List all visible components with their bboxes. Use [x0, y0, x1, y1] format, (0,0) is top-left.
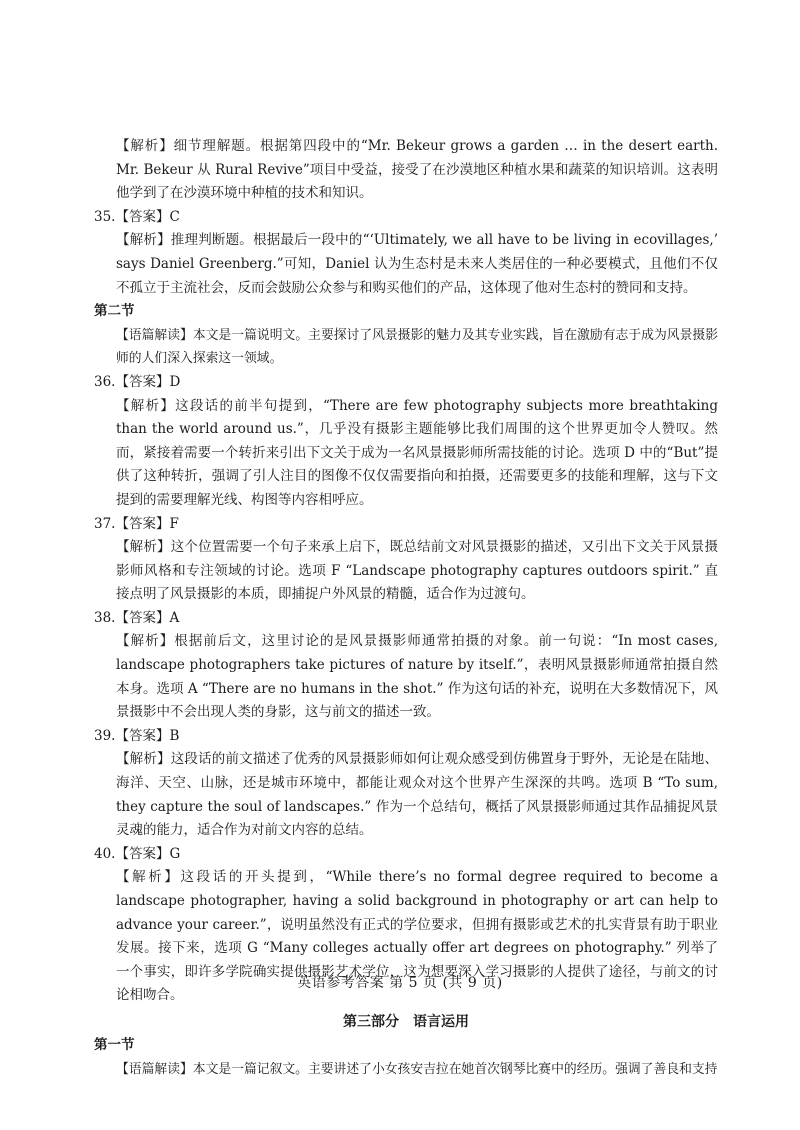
- analysis-38: 【解析】根据前后文，这里讨论的是风景摄影师通常拍摄的对象。前一句说：“In most cases, landscape photographers take pictures of nature by itself.”，表明风景摄影师通常拍摄自然本身。选项 A “There are no humans in the shot.” 作为这句话的补充，说明在大多数情况下，风景摄影中不会出现人类的身影，这与前文的描述一致。: [116, 633, 718, 721]
- section-1-heading: 第一节: [94, 1036, 135, 1053]
- analysis-34: 【解析】细节理解题。根据第四段中的“Mr. Bekeur grows a garden … in the desert earth. Mr. Bekeur 从 Rural Revive”项目中受益，接受了在沙漠地区种植水果和蔬菜的知识培训。这表明他学到了在沙漠环境中种植的技术和知识。: [116, 138, 718, 202]
- answer-key-content: [94, 135, 718, 1081]
- analysis-40: 【解析】这段话的开头提到，“While there’s no formal degree required to become a landscape photographer, having a solid background in photography or art can help to advance your career.”，说明虽然没有正式的学位要求，但拥有摄影或艺术的扎实背景有助于职业发展。接下来，选项 G “Many colleges actually offer art degrees on photography.” 列举了一个事实，即许多学院确实提供摄影艺术学位，这为想要深入学习摄影的人提供了途径，与前文的讨论相吻合。: [116, 869, 718, 1004]
- answer-35: 35.【答案】C: [94, 208, 180, 225]
- analysis-37: 【解析】这个位置需要一个句子来承上启下，既总结前文对风景摄影的描述，又引出下文关于风景摄影师风格和专注领域的讨论。选项 F “Landscape photography captures outdoors spirit.” 直接点明了风景摄影的本质，即捕捉户外风景的精髓，适合作为过渡句。: [116, 539, 718, 603]
- reading-interpretation-2: 【语篇解读】本文是一篇说明文。主要探讨了风景摄影的魅力及其专业实践，旨在激励有志于成为风景摄影师的人们深入探索这一领域。: [116, 327, 718, 367]
- page-footer: 英语参考答案 第 5 页 (共 9 页): [297, 975, 503, 991]
- answer-38: 38.【答案】A: [94, 609, 180, 626]
- reading-interpretation-3: 【语篇解读】本文是一篇记叙文。主要讲述了小女孩安吉拉在她首次钢琴比赛中的经历。强调了善良和支持: [116, 1061, 718, 1077]
- answer-40: 40.【答案】G: [94, 845, 181, 862]
- answer-37: 37.【答案】F: [94, 515, 179, 532]
- analysis-35: 【解析】推理判断题。根据最后一段中的“‘Ultimately, we all have to be living in ecovillages,’ says Daniel Greenberg.”可知，Daniel 认为生态村是未来人类居住的一种必要模式，且他们不仅不孤立于主流社会，反而会鼓励公众参与和购买他们的产品，这体现了他对生态村的赞同和支持。: [116, 232, 718, 296]
- section-2-heading: 第二节: [94, 303, 135, 320]
- analysis-39: 【解析】这段话的前文描述了优秀的风景摄影师如何让观众感受到仿佛置身于野外，无论是在陆地、海洋、天空、山脉，还是城市环境中，都能让观众对这个世界产生深深的共鸣。选项 B “To sum, they capture the soul of landscapes.” 作为一个总结句，概括了风景摄影师通过其作品捕捉风景灵魂的能力，适合作为对前文内容的总结。: [116, 751, 718, 839]
- analysis-36: 【解析】这段话的前半句提到，“There are few photography subjects more breathtaking than the world around us.”，几乎没有摄影主题能够比我们周围的这个世界更加令人赞叹。然而，紧接着需要一个转折来引出下文关于成为一名风景摄影师所需技能的讨论。选项 D 中的“But”提供了这种转折，强调了引人注目的图像不仅仅需要指向和拍摄，还需要更多的技能和理解，这与下文提到的需要理解光线、构图等内容相呼应。: [116, 397, 718, 508]
- answer-39: 39.【答案】B: [94, 727, 180, 744]
- answer-36: 36.【答案】D: [94, 373, 181, 390]
- part-3-title: 第三部分 语言运用: [343, 1013, 469, 1030]
